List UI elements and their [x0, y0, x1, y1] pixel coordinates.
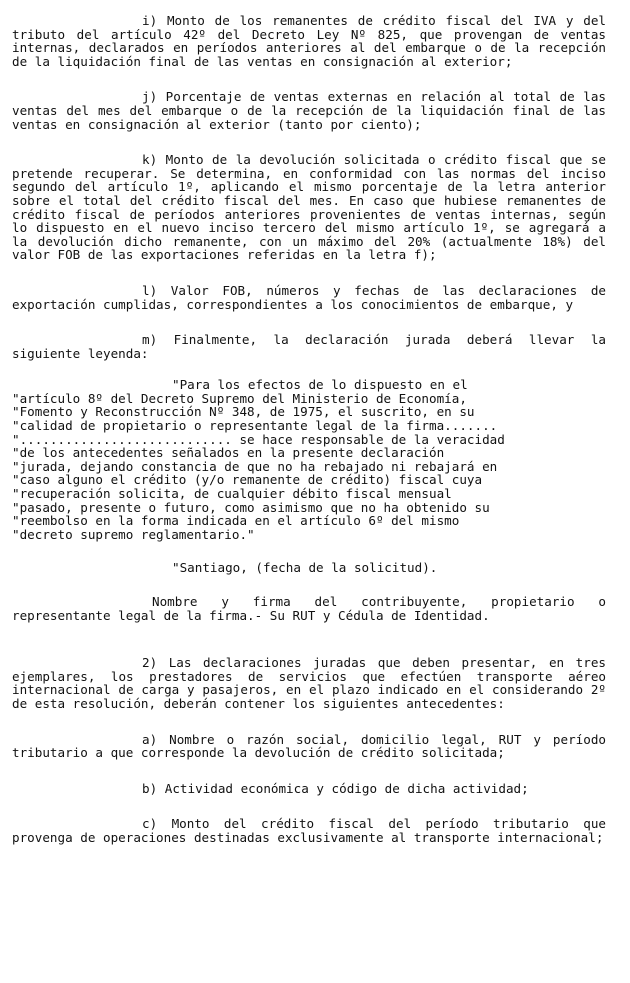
paragraph-item-m: m) Finalmente, la declaración jurada deberá llevar la siguiente leyenda:: [12, 332, 606, 361]
quote-line: "de los antecedentes señalados en la presente declaración: [12, 445, 445, 461]
section-2-item-a: a) Nombre o razón social, domicilio legal, RUT y período tributario a que corresponde la devolución de crédito solicitada;: [12, 731, 606, 761]
quote-line: "jurada, dejando constancia de que no ha rebajado ni rebajará en: [12, 458, 498, 474]
paragraph-item-k: k) Monto de la devolución solicitada o crédito fiscal que se pretende recuperar. Se determina, en conformidad con las normas del inciso segundo del artículo 1º, aplicando el mismo porcentaje de la letra anterior sobre el total del crédito fiscal del mes. En caso que hubiese remanentes de crédito fiscal de períodos anteriores provenientes de ventas internas, según lo dispuesto en el nuevo inciso tercero del mismo artículo 1º, se agregará a la devolución dicho remanente, con un máximo del 20% (actualmente 18%) del valor FOB de las exportaciones referidas en la letra f);: [12, 152, 606, 263]
quote-line: "calidad de propietario o representante legal de la firma.......: [12, 418, 498, 434]
quote-line: "recuperación solicita, de cualquier débito fiscal mensual: [12, 486, 452, 502]
quote-line: "Fomento y Reconstrucción Nº 348, de 1975, el suscrito, en su: [12, 404, 475, 420]
paragraph-item-l: l) Valor FOB, números y fechas de las declaraciones de exportación cumplidas, correspondientes a los conocimientos de embarque, y: [12, 282, 606, 312]
quote-line: "Para los efectos de lo dispuesto en el: [172, 377, 468, 393]
quote-line: "pasado, presente o futuro, como asimismo que no ha obtenido su: [12, 499, 490, 515]
section-2-item-b: b) Actividad económica y código de dicha actividad;: [142, 780, 529, 796]
signature-line: Nombre y firma del contribuyente, propietario o representante legal de la firma.- Su RUT y Cédula de Identidad.: [12, 594, 606, 623]
santiago-date-line: "Santiago, (fecha de la solicitud).: [172, 560, 438, 576]
document-page: [12, 14, 606, 867]
quote-line: "artículo 8º del Decreto Supremo del Ministerio de Economía,: [12, 390, 467, 406]
paragraph-item-i: i) Monto de los remanentes de crédito fiscal del IVA y del tributo del artículo 42º del Decreto Ley Nº 825, que provengan de ventas internas, declarados en períodos anteriores al del embarque o de la recepción de la liquidación final de las ventas en consignación al exterior;: [12, 13, 606, 69]
quote-line: "caso alguno el crédito (y/o remanente de crédito) fiscal cuya: [12, 472, 483, 488]
quote-line: "decreto supremo reglamentario.": [12, 526, 255, 542]
quote-line: "............................ se hace responsable de la veracidad: [12, 431, 505, 447]
sworn-statement-quote: [12, 378, 606, 541]
section-2-item-c: c) Monto del crédito fiscal del período tributario que provenga de operaciones destinadas exclusivamente al transporte internacional;: [12, 816, 606, 845]
quote-line: "reembolso en la forma indicada en el artículo 6º del mismo: [12, 513, 460, 529]
paragraph-item-j: j) Porcentaje de ventas externas en relación al total de las ventas del mes del embarque o de la recepción de la liquidación final de las ventas en consignación al exterior (tanto por ciento);: [12, 89, 606, 132]
section-2-intro: 2) Las declaraciones juradas que deben presentar, en tres ejemplares, los prestadores de servicios que efectúen transporte aéreo internacional de carga y pasajeros, en el plazo indicado en el considerando 2º de esta resolución, deberán contener los siguientes antecedentes:: [12, 655, 606, 711]
